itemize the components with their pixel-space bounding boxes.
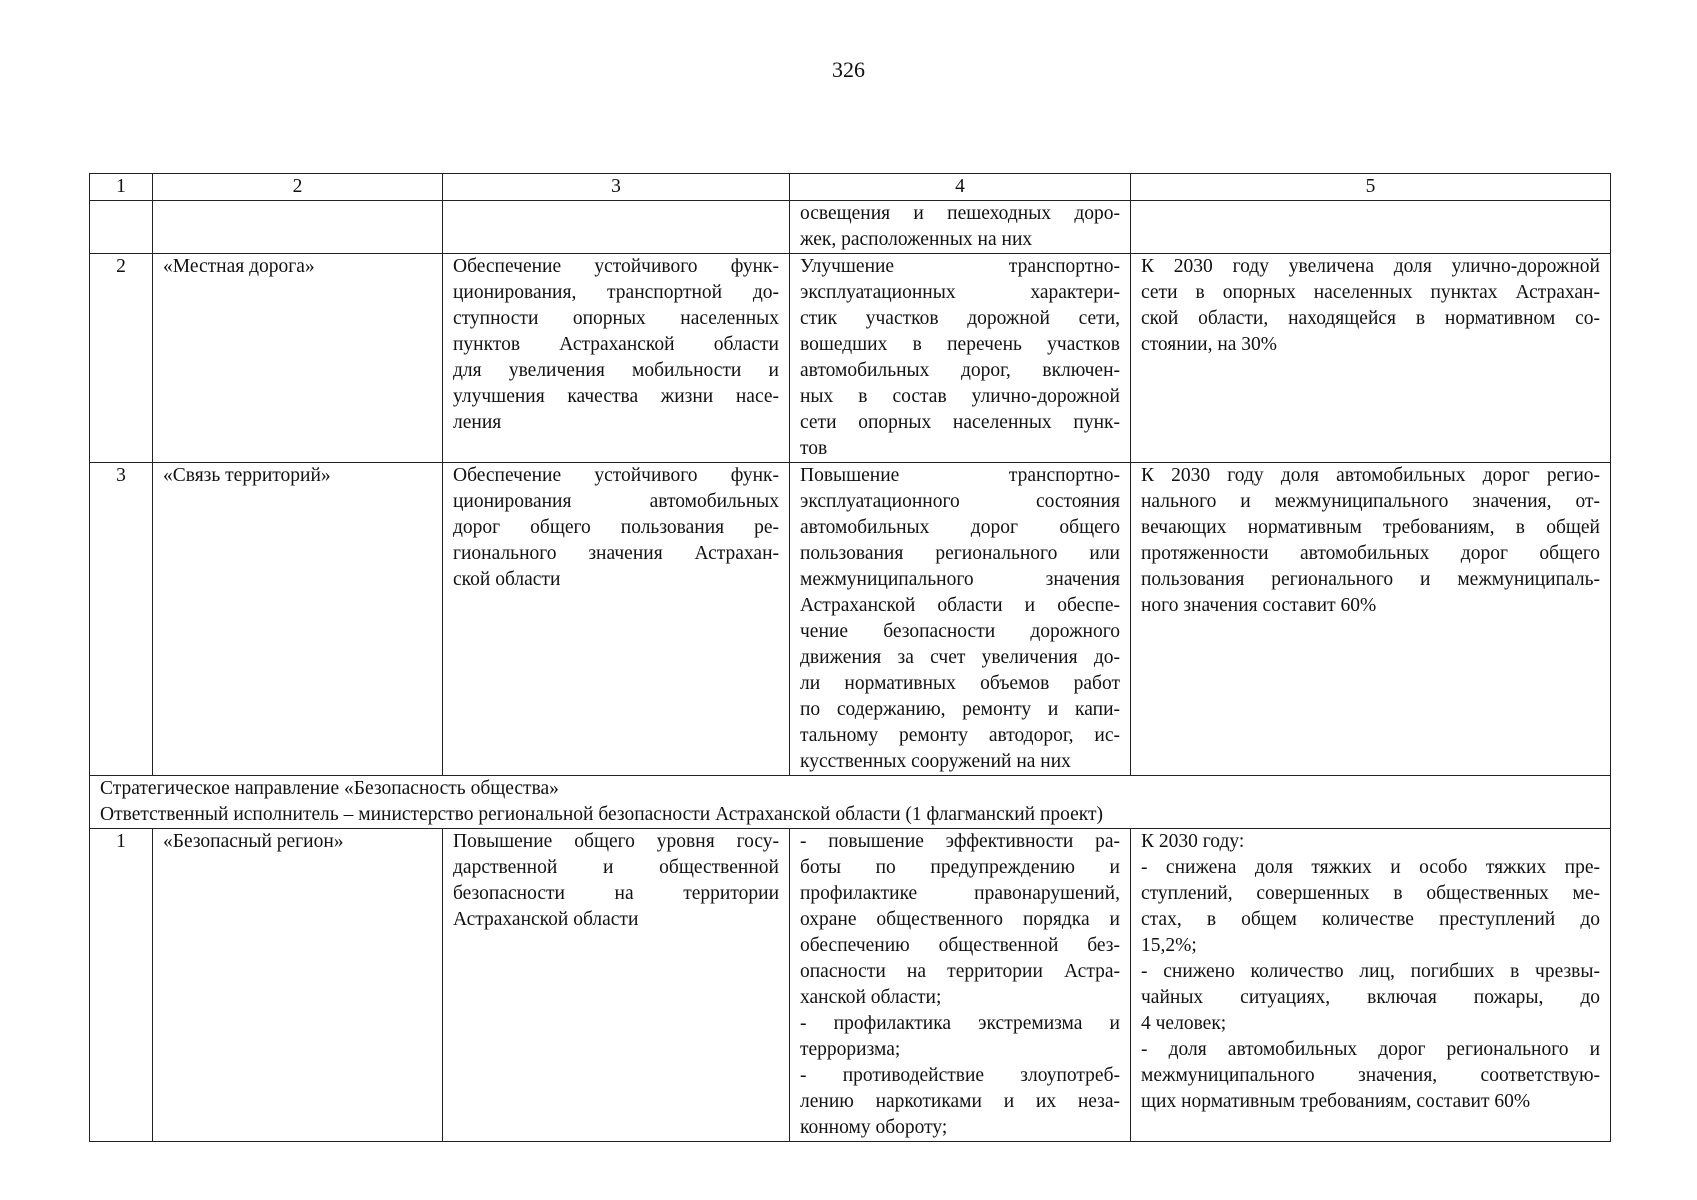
text-line: ного значения составит 60% xyxy=(1141,595,1377,616)
row-number: 2 xyxy=(90,254,153,463)
header-cell: 1 xyxy=(90,174,153,201)
text-line: щих нормативным требованиям, составит 60% xyxy=(1141,1091,1531,1112)
text-line: Обеспечение устойчивого функ- xyxy=(453,256,779,277)
text-line: для увеличения мобильности и xyxy=(453,360,779,381)
text-line: вечающих нормативным требованиям, в общей xyxy=(1141,517,1600,538)
text-line: - профилактика экстремизма и xyxy=(800,1013,1120,1034)
text-line: пользования регионального или xyxy=(800,543,1120,564)
text-line: кусственных сооружений на них xyxy=(800,751,1071,772)
continuation-row xyxy=(90,201,1611,254)
text-line: дарственной и общественной xyxy=(453,857,779,878)
text-line: Обеспечение устойчивого функ- xyxy=(453,465,779,486)
text-line: ционирования, транспортной до- xyxy=(453,282,779,303)
text-line: К 2030 году: xyxy=(1141,831,1245,852)
project-name: «Связь территорий» xyxy=(153,463,443,776)
header-row xyxy=(90,174,1611,201)
text-line: тов xyxy=(800,438,828,459)
text-line: терроризма; xyxy=(800,1039,901,1060)
result-cell xyxy=(1131,254,1611,463)
text-line: Повышение общего уровня госу- xyxy=(453,831,779,852)
text-line: Повышение транспортно- xyxy=(800,465,1120,486)
tasks-cell xyxy=(790,463,1131,776)
text-line: ли нормативных объемов работ xyxy=(800,673,1120,694)
text-line: эксплуатационного состояния xyxy=(800,491,1120,512)
text-line: стик участков дорожной сети, xyxy=(800,308,1120,329)
text-line: межмуниципального значения, соответствую- xyxy=(1141,1065,1600,1086)
text-line: чение безопасности дорожного xyxy=(800,621,1120,642)
text-line: жек, расположенных на них xyxy=(800,229,1033,250)
text-line: - повышение эффективности ра- xyxy=(800,831,1120,852)
goal-cell xyxy=(443,829,790,1142)
text-line: ской области, находящейся в нормативном со- xyxy=(1141,308,1600,329)
text-line: - снижено количество лиц, погибших в чрезвы- xyxy=(1141,961,1600,982)
text-line: Астраханской области и обеспе- xyxy=(800,595,1120,616)
text-line: дорог общего пользования ре- xyxy=(453,517,779,538)
text-line: по содержанию, ремонту и капи- xyxy=(800,699,1120,720)
text-line: эксплуатационных характери- xyxy=(800,282,1120,303)
text-line: гионального значения Астрахан- xyxy=(453,543,779,564)
text-line: ской области xyxy=(453,569,561,590)
empty-cell xyxy=(90,201,153,254)
text-line: опасности на территории Астра- xyxy=(800,961,1120,982)
header-cell: 5 xyxy=(1131,174,1611,201)
text-line: - доля автомобильных дорог регионального и xyxy=(1141,1039,1600,1060)
text-line: стах, в общем количестве преступлений до xyxy=(1141,909,1600,930)
goal-cell xyxy=(443,463,790,776)
text-line: ступлений, совершенных в общественных ме- xyxy=(1141,883,1600,904)
text-line: безопасности на территории xyxy=(453,883,779,904)
text-line: Улучшение транспортно- xyxy=(800,256,1120,277)
text-line: 4 человек; xyxy=(1141,1013,1227,1034)
row-number: 3 xyxy=(90,463,153,776)
section-cell xyxy=(90,776,1611,829)
text-line: протяженности автомобильных дорог общего xyxy=(1141,543,1600,564)
text-line: 15,2%; xyxy=(1141,935,1197,956)
text-line: Астраханской области xyxy=(453,909,639,930)
project-name: «Местная дорога» xyxy=(153,254,443,463)
table-row xyxy=(90,254,1611,463)
text-line: охране общественного порядка и xyxy=(800,909,1120,930)
text-line: нального и межмуниципального значения, от- xyxy=(1141,491,1600,512)
tasks-cell xyxy=(790,829,1131,1142)
text-line: ступности опорных населенных xyxy=(453,308,779,329)
empty-cell xyxy=(153,201,443,254)
empty-cell xyxy=(1131,201,1611,254)
text-line: движения за счет увеличения до- xyxy=(800,647,1120,668)
text-line: обеспечению общественной без- xyxy=(800,935,1120,956)
result-cell xyxy=(1131,829,1611,1142)
text-line: сети в опорных населенных пунктах Астрахан- xyxy=(1141,282,1600,303)
goal-cell xyxy=(443,254,790,463)
project-name: «Безопасный регион» xyxy=(153,829,443,1142)
text-line: - противодействие злоупотреб- xyxy=(800,1065,1120,1086)
text-line: межмуниципального значения xyxy=(800,569,1120,590)
text-line: освещения и пешеходных доро- xyxy=(800,203,1120,224)
text-line: пользования регионального и межмуниципаль- xyxy=(1141,569,1600,590)
text-line: вошедших в перечень участков xyxy=(800,334,1120,355)
page-number: 326 xyxy=(832,57,865,82)
text-line: автомобильных дорог, включен- xyxy=(800,360,1120,381)
text-line: чайных ситуациях, включая пожары, до xyxy=(1141,987,1600,1008)
text-line: пунктов Астраханской области xyxy=(453,334,779,355)
tasks-cell xyxy=(790,201,1131,254)
text-line: лению наркотиками и их неза- xyxy=(800,1091,1120,1112)
text-line: конному обороту; xyxy=(800,1117,948,1138)
row-number: 1 xyxy=(90,829,153,1142)
result-cell xyxy=(1131,463,1611,776)
text-line: ханской области; xyxy=(800,987,942,1008)
table-row xyxy=(90,829,1611,1142)
text-line: ления xyxy=(453,412,502,433)
section-responsible: Ответственный исполнитель – министерство региональной безопасности Астраханской области (1 флагманский проект) xyxy=(100,804,1104,825)
header-cell: 3 xyxy=(443,174,790,201)
text-line: профилактике правонарушений, xyxy=(800,883,1120,904)
text-line: К 2030 году увеличена доля улично-дорожной xyxy=(1141,256,1600,277)
text-line: - снижена доля тяжких и особо тяжких пре- xyxy=(1141,857,1600,878)
text-line: тальному ремонту автодорог, ис- xyxy=(800,725,1120,746)
header-cell: 2 xyxy=(153,174,443,201)
tasks-cell xyxy=(790,254,1131,463)
text-line: К 2030 году доля автомобильных дорог регио- xyxy=(1141,465,1600,486)
text-line: боты по предупреждению и xyxy=(800,857,1120,878)
header-cell: 4 xyxy=(790,174,1131,201)
text-line: улучшения качества жизни насе- xyxy=(453,386,779,407)
strategy-table xyxy=(89,173,1611,1142)
text-line: сети опорных населенных пунк- xyxy=(800,412,1120,433)
table-row xyxy=(90,463,1611,776)
section-title: Стратегическое направление «Безопасность общества» xyxy=(100,778,559,799)
text-line: стоянии, на 30% xyxy=(1141,334,1278,355)
section-row xyxy=(90,776,1611,829)
empty-cell xyxy=(443,201,790,254)
text-line: ционирования автомобильных xyxy=(453,491,779,512)
text-line: ных в состав улично-дорожной xyxy=(800,386,1120,407)
text-line: автомобильных дорог общего xyxy=(800,517,1120,538)
